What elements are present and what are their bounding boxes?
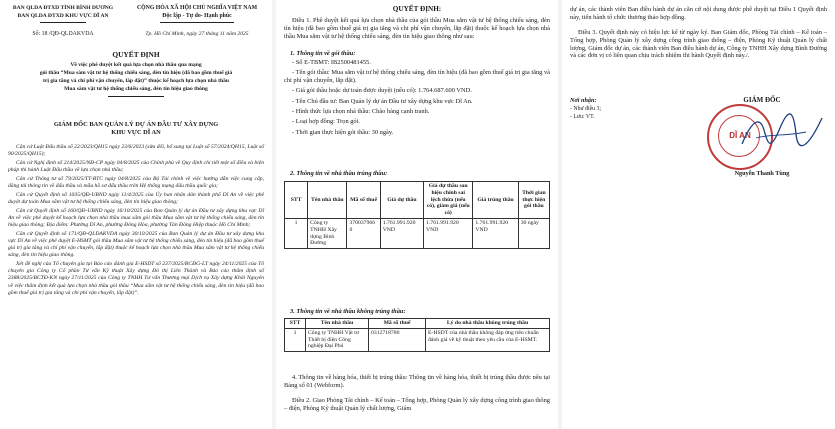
column-header: STT: [285, 182, 308, 219]
table-cell: 1.761.991.920 VND: [424, 218, 473, 248]
subject-line-1: Về việc phê duyệt kết quả lựa chọn nhà thầu qua mạng: [70, 62, 202, 68]
handwritten-signature: [736, 108, 826, 158]
section-3-title: 3. Thông tin về nhà thầu không trúng thầu:: [290, 308, 406, 315]
article-3: [570, 29, 827, 62]
table-cell: 1.761.991.920 VND: [380, 218, 423, 248]
decision-page-1: [0, 0, 272, 429]
column-header: Tên nhà thầu: [308, 182, 347, 219]
package-info: [284, 59, 550, 139]
recital: Căn cứ Quyết định số 171/QĐ-QLDAKVDA ngày 30/10/2025 của Ban Quản lý dự án Đầu tư xây dựng khu vực Dĩ An về việc phê duyệt E-HSMT gói thầu Mua sắm vật tư hệ thống chiếu sáng, đèn tín hiệu (đã bao gồm thuế giá trị gia tăng và chi phí vận chuyển, lắp đặt) thuộc kế hoạch lựa chọn nhà thầu Mua sắm vật tư hệ thống chiếu sáng, đèn tín hiệu giao thông.: [8, 230, 264, 259]
place-date: Tp. Hồ Chí Minh, ngày 27 tháng 11 năm 2025: [145, 31, 249, 37]
article-2-text: Điều 2. Giao Phòng Tài chính – Kế toán – Tổng hợp, Phòng Quản lý xây dựng công trình giao thông – điện, Phòng Kỹ thuật Quản lý chất lượng, Giám: [284, 397, 550, 412]
recital: Xét đề nghị của Tổ chuyên gia tại Báo cáo đánh giá E-HSDT số 237/2025/BCĐG-LT ngày 24/11/2025 của Tổ chuyên gia Công ty Cổ phần Tư vấn Kỹ thuật Xây dựng Đô thị Liên Thành và Báo cáo thẩm định số 2388/2025/BCTĐ-KN ngày 27/11/2025 của Công ty TNHH Tư vấn Thương mại Dịch vụ Xây dựng Khải Nguyên về việc thẩm định kết quả lựa chọn nhà thầu gói thầu “Mua sắm vật tư hệ thống chiếu sáng, đèn tín hiệu (đã bao gồm thuế giá trị gia tăng và chi phí vận chuyển, lắp đặt)”.: [8, 261, 264, 296]
package-info-item: - Loại hợp đồng: Trọn gói.: [292, 118, 360, 126]
article-2-continued: [570, 6, 827, 23]
decision-title: QUYẾT ĐỊNH: [112, 50, 160, 59]
table-cell: 30 ngày: [518, 218, 549, 248]
section-4-text: 4. Thông tin về hàng hóa, thiết bị trúng thầu: Thông tin về hàng hóa, thiết bị trúng thầu được nêu tại Bảng số 01 (Webform).: [284, 374, 550, 389]
seal-text: DĨ AN: [729, 131, 751, 140]
recipients-title: Nơi nhận:: [570, 97, 597, 104]
column-header: Thời gian thực hiện gói thầu: [518, 182, 549, 219]
decision-page-3: [562, 0, 835, 429]
column-header: Mã số thuế: [347, 182, 380, 219]
winning-bidder-table: [284, 181, 550, 249]
recital: Căn cứ Quyết định số 1035/QĐ-UBND ngày 11/4/2025 của Ủy ban nhân dân thành phố Dĩ An về việc phê duyệt dự toán Mua sắm vật tư hệ thống chiếu sáng, đèn tín hiệu giao thông;: [8, 191, 264, 205]
table-cell: 1: [285, 328, 306, 351]
package-info-item: - Tên gói thầu: Mua sắm vật tư hệ thống chiếu sáng, đèn tín hiệu (đã bao gồm thuế giá trị gia tăng và chi phí vận chuyển, lắp đặt).: [284, 69, 550, 85]
authority-line-1: GIÁM ĐỐC BAN QUẢN LÝ DỰ ÁN ĐẦU TƯ XÂY DỰNG: [53, 121, 219, 128]
agency-subname: BAN QLDA ĐTXD KHU VỰC DĨ AN: [17, 13, 109, 19]
package-info-item: - Hình thức lựa chọn nhà thầu: Chào hàng cạnh tranh.: [292, 107, 430, 115]
header-underline-right: [160, 22, 234, 23]
table-header-row: [285, 182, 550, 219]
table-cell: Công ty TNHH Xây dựng Bình Đường: [308, 218, 347, 248]
table-header-row: [285, 319, 550, 329]
table-cell: 3700379660: [347, 218, 380, 248]
package-info-item: - Thời gian thực hiện gói thầu: 30 ngày.: [292, 128, 394, 136]
national-motto: Độc lập - Tự do- Hạnh phúc: [162, 13, 232, 19]
recipient-item: - Như điều 3;: [570, 106, 601, 112]
recital: Căn cứ Quyết định số 160/QĐ-UBND ngày 16/10/2025 của Ban Quản lý dự án Đầu tư xây dựng khu vực Dĩ An về việc phê duyệt kế hoạch lựa chọn nhà thầu mua sắm gói thầu Mua sắm vật tư hệ thống chiếu sáng, đèn tín hiệu giao thông; Địa điểm: Phường Dĩ An, phường Đông Hòa, phường Tân Đông Hiệp thuộc Hồ Chí Minh;: [8, 207, 264, 229]
decision-heading: QUYẾT ĐỊNH:: [392, 5, 442, 13]
article-3-text: Điều 3. Quyết định này có hiệu lực kể từ ngày ký. Ban Giám đốc, Phòng Tài chính – Kế toán – Tổng hợp, Phòng Quản lý xây dựng công trình giao thông – điện, Phòng Kỹ thuật Quản lý chất lượng, Giám đốc dự án, các thành viên Ban điều hành dự án, Công ty TNHH Xây dựng Bình Đường và các đơn vị có liên quan chịu trách nhiệm thi hành Quyết định này./.: [570, 29, 827, 60]
table-cell: Công ty TNHH Vật tư Thiết bị điện Công nghiệp Đại Phú: [306, 328, 369, 351]
section-1-title: 1. Thông tin về gói thầu:: [290, 50, 356, 57]
article-2: [284, 397, 550, 414]
authority-line-2: KHU VỰC DĨ AN: [111, 129, 161, 136]
subject-line-4: Mua sắm vật tư hệ thống chiếu sáng, đèn tín hiệu giao thông: [64, 86, 208, 92]
package-info-item: - Giá gói thầu hoặc dự toán được duyệt (nếu có): 1.764.687.600 VND.: [292, 87, 472, 95]
recital: Căn cứ Luật Đấu thầu số 22/2023/QH15 ngày 23/6/2023 (sửa đổi, bổ sung tại Luật số 57/2024/QH15, Luật số 90/2025/QH15);: [8, 144, 264, 158]
package-info-item: - Tên Chủ đầu tư: Ban Quản lý dự án Đầu tư xây dựng khu vực Dĩ An.: [292, 97, 473, 105]
decision-page-2: [276, 0, 558, 429]
column-header: Tên nhà thầu: [306, 319, 369, 329]
recitals: [8, 144, 264, 299]
section-2-title: 2. Thông tin về nhà thầu trúng thầu:: [290, 170, 388, 177]
document-number: Số: 18 /QĐ-QLDAKVDA: [32, 31, 94, 37]
signer-name: Nguyễn Thanh Tùng: [734, 170, 790, 177]
table-cell: 1.761.991.920 VND: [473, 218, 518, 248]
subject-line-2: gói thầu “Mua sắm vật tư hệ thống chiếu sáng, đèn tín hiệu (đã bao gồm thuế giá: [39, 70, 233, 76]
column-header: Mã số thuế: [369, 319, 426, 329]
subject-line-3: trị gia tăng và chi phí vận chuyển, lắp đặt)” thuộc kế hoạch lựa chọn nhà thầu: [43, 78, 229, 84]
national-title: CỘNG HÒA XÃ HỘI CHỦ NGHĨA VIỆT NAM: [136, 5, 258, 11]
signer-title: GIÁM ĐỐC: [743, 96, 781, 104]
column-header: Lý do nhà thầu không trúng thầu: [426, 319, 550, 329]
table-cell: E-HSDT của nhà thầu không đáp ứng tiêu chuẩn đánh giá về kỹ thuật theo yêu cầu của E-HSMT.: [426, 328, 550, 351]
section-4: [284, 374, 550, 391]
recipient-item: - Lưu: VT.: [570, 114, 595, 120]
losing-bidder-table: [284, 318, 550, 352]
agency-name: BAN QLDA ĐTXD TỈNH BÌNH DƯƠNG: [12, 5, 114, 11]
column-header: Giá dự thầu: [380, 182, 423, 219]
recital: Căn cứ Thông tư số 79/2025/TT-BTC ngày 04/8/2025 của Bộ Tài chính về việc hướng dẫn việc cung cấp, đăng tải thông tin về đấu thầu và mẫu hồ sơ đấu thầu trên Hệ thống mạng đấu thầu quốc gia;: [8, 175, 264, 190]
column-header: Giá dự thầu sau hiệu chỉnh sai lệch thừa (nếu có), giảm giá (nếu có): [424, 182, 473, 219]
recital: Căn cứ Nghị định số 214/2025/NĐ-CP ngày 04/8/2025 của Chính phủ về Quy định chi tiết một số điều và biện pháp thi hành Luật Đấu thầu về lựa chọn nhà thầu;: [8, 159, 264, 174]
table-cell: 1: [285, 218, 308, 248]
column-header: STT: [285, 319, 306, 329]
table-row: [285, 218, 550, 248]
package-info-item: - Số E-TBMT: IB2500481455.: [292, 59, 371, 66]
article-2-continued-text: dự án, các thành viên Ban điều hành dự án căn cứ nội dung được phê duyệt tại Điều 1 Quyết định này, tiến hành tổ chức thương thảo hợp đồng.: [570, 6, 827, 21]
header-underline-left: [40, 22, 86, 23]
table-cell: 0312718780: [369, 328, 426, 351]
article-1-text: Điều 1. Phê duyệt kết quả lựa chọn nhà thầu của gói thầu Mua sắm vật tư hệ thống chiếu sáng, đèn tín hiệu (đã bao gồm thuế giá trị gia tăng và chi phí vận chuyển, lắp đặt) thuộc kế hoạch lựa chọn nhà thầu Mua sắm vật tư hệ thống chiếu sáng, đèn tín hiệu giao thông như sau:: [284, 17, 550, 40]
column-header: Giá trúng thầu: [473, 182, 518, 219]
subject-underline: [108, 96, 164, 97]
table-row: [285, 328, 550, 351]
article-1: [284, 17, 550, 42]
